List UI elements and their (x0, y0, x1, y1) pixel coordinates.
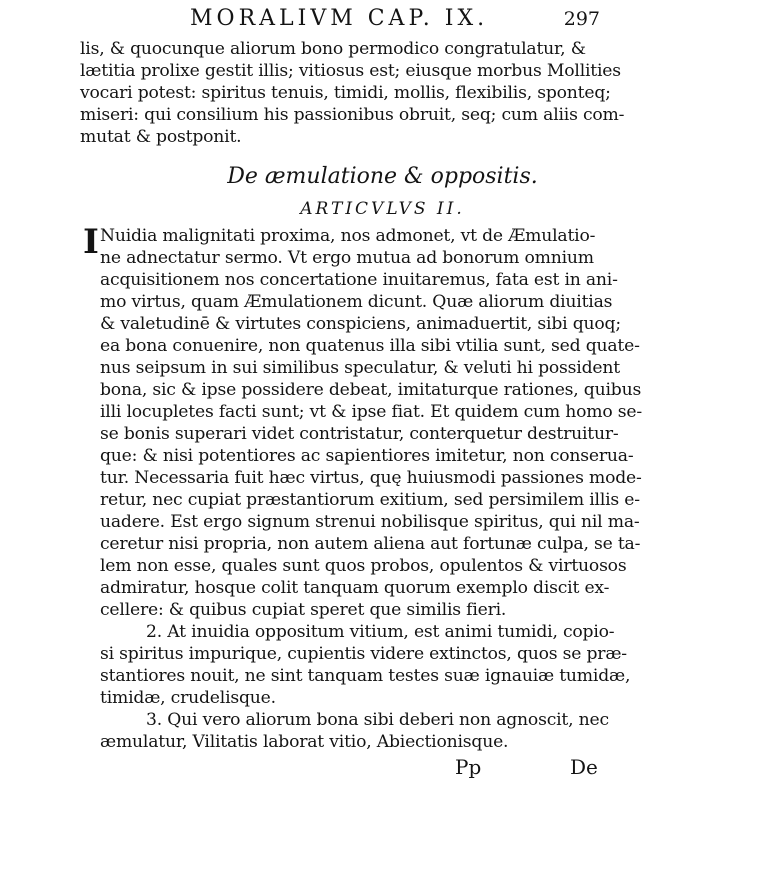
text-line: 3. Qui vero aliorum bona sibi deberi non agnoscit, nec (146, 710, 609, 730)
text-line: acquisitionem nos concertatione inuitaremus, fata est in ani- (100, 270, 618, 290)
text-line: 2. At inuidia oppositum vitium, est animi tumidi, copio- (146, 622, 615, 642)
text-line: ne adnectatur sermo. Vt ergo mutua ad bonorum omnium (100, 248, 594, 268)
section-title: De æmulatione & oppositis. (227, 164, 538, 189)
running-head: MORALIVM CAP. IX. (190, 6, 489, 31)
text-line: cellere: & quibus cupiat speret que similis fieri. (100, 600, 507, 620)
article-paragraph-2 (100, 621, 631, 709)
text-line: lætitia prolixe gestit illis; vitiosus est; eiusque morbus Mollities (80, 61, 621, 81)
text-line: lis, & quocunque aliorum bono permodico congratulatur, & (80, 39, 586, 59)
article-heading: ARTICVLVS II. (300, 199, 465, 219)
text-line: illi locupletes facti sunt; vt & ipse fiat. Et quidem cum homo se- (100, 402, 642, 422)
text-line: admiratur, hosque colit tanquam quorum exemplo discit ex- (100, 578, 610, 598)
text-line: ea bona conuenire, non quatenus illa sibi vtilia sunt, sed quate- (100, 336, 640, 356)
text-line: mo virtus, quam Æmulationem dicunt. Quæ aliorum diuitias (100, 292, 613, 312)
text-line: retur, nec cupiat præstantiorum exitium, sed persimilem illis e- (100, 490, 640, 510)
text-line: mutat & postponit. (80, 127, 242, 147)
text-line: tur. Necessaria fuit hæc virtus, quę huiusmodi passiones mode- (100, 468, 642, 488)
text-line: stantiores nouit, ne sint tanquam testes suæ ignauiæ tumidæ, (100, 666, 631, 686)
text-line: vocari potest: spiritus tenuis, timidi, mollis, flexibilis, sponteq; (80, 83, 611, 103)
text-line: se bonis superari videt contristatur, conterquetur destruitur- (100, 424, 619, 444)
catchword: De (570, 755, 598, 779)
text-line: si spiritus impurique, cupientis videre extinctos, quos se præ- (100, 644, 627, 664)
continued-paragraph (80, 38, 625, 148)
text-line: æmulatur, Vilitatis laborat vitio, Abiectionisque. (100, 732, 509, 752)
text-line: bona, sic & ipse possidere debeat, imitaturque rationes, quibus (100, 380, 642, 400)
drop-cap: I (83, 222, 99, 262)
text-line: lem non esse, quales sunt quos probos, opulentos & virtuosos (100, 556, 627, 576)
page-header (190, 6, 600, 36)
signature-mark: Pp (455, 755, 482, 779)
page-number: 297 (563, 8, 600, 30)
article-paragraph-3 (100, 709, 620, 753)
text-line: que: & nisi potentiores ac sapientiores imitetur, non conserua- (100, 446, 634, 466)
text-line: ceretur nisi propria, non autem aliena aut fortunæ culpa, se ta- (100, 534, 641, 554)
text-line: Nuidia malignitati proxima, nos admonet, vt de Æmulatio- (100, 226, 596, 246)
article-paragraph-1 (100, 225, 642, 621)
text-line: & valetudinē & virtutes conspiciens, animaduertit, sibi quoq; (100, 314, 621, 334)
text-line: miseri: qui consilium his passionibus obruit, seq; cum aliis com- (80, 105, 625, 125)
text-line: nus seipsum in sui similibus speculatur, & veluti hi possident (100, 358, 620, 378)
text-line: uadere. Est ergo signum strenui nobilisque spiritus, qui nil ma- (100, 512, 640, 532)
text-line: timidæ, crudelisque. (100, 688, 276, 708)
